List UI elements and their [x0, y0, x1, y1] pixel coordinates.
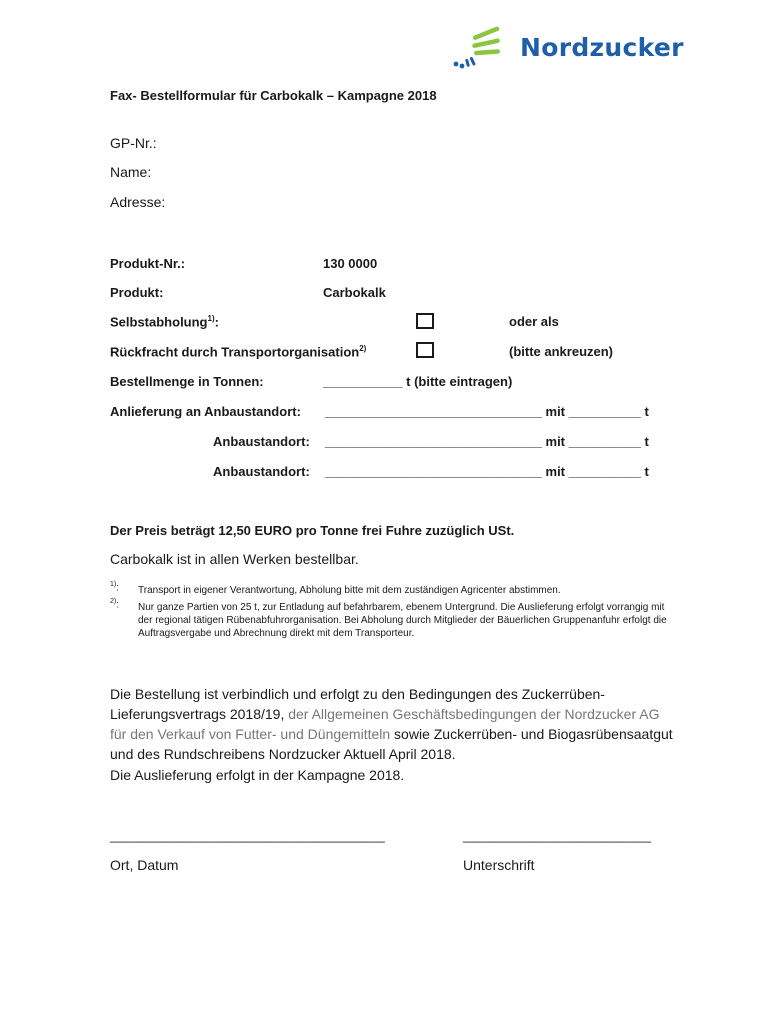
anbaustandort-label-3: Anbaustandort: [213, 464, 310, 479]
footnote-2-colon: : [116, 599, 120, 611]
rueckfracht-text: Rückfracht durch Transportorganisation [110, 344, 360, 360]
terms-paragraph [110, 684, 675, 764]
anbaustandort-input-line-2[interactable]: ______________________________ mit __________ t [325, 434, 649, 449]
selbstabholung-footnote-mark: 1) [207, 314, 215, 323]
produkt-nr-label: Produkt-Nr.: [110, 256, 186, 271]
ort-datum-label: Ort, Datum [110, 857, 179, 873]
produkt-nr-value: 130 0000 [323, 256, 378, 271]
anbaustandort-input-line-1[interactable]: ______________________________ mit __________ t [325, 404, 649, 419]
unterschrift-label: Unterschrift [463, 857, 535, 873]
footnote-1-colon: : [116, 582, 120, 594]
price-text: Der Preis beträgt 12,50 EURO pro Tonne frei Fuhre zuzüglich USt. [110, 523, 515, 538]
produkt-label: Produkt: [110, 285, 164, 300]
nordzucker-logo [448, 26, 688, 72]
terms-part-1: Die Bestellung ist verbindlich und erfolgt zu den Bedingungen des Zuckerrüben-Lieferungsvertrags 2018/19, [110, 686, 605, 722]
ort-datum-line[interactable]: ______________________________________ [110, 828, 385, 843]
unterschrift-line[interactable]: __________________________ [463, 828, 651, 843]
footnote-2-sup: 2) [110, 598, 117, 605]
name-label: Name: [110, 164, 152, 180]
bitte-ankreuzen-text: (bitte ankreuzen) [509, 344, 614, 359]
bestellmenge-label: Bestellmenge in Tonnen: [110, 374, 264, 389]
selbstabholung-text: Selbstabholung [110, 314, 208, 330]
terms-agb-link[interactable]: der Allgemeinen Geschäftsbedingungen der Nordzucker AG für den Verkauf von Futter- und Düngemitteln [110, 706, 660, 742]
gp-nr-label: GP-Nr.: [110, 135, 157, 151]
delivery-note: Die Auslieferung erfolgt in der Kampagne 2018. [110, 767, 405, 783]
selbstabholung-colon: : [214, 314, 219, 330]
anbaustandort-input-line-3[interactable]: ______________________________ mit __________ t [325, 464, 649, 479]
rueckfracht-footnote-mark: 2) [359, 344, 367, 353]
form-title: Fax- Bestellformular für Carbokalk – Kampagne 2018 [110, 88, 437, 103]
produkt-value: Carbokalk [323, 285, 386, 300]
bestellmenge-input-line[interactable]: ___________ t (bitte eintragen) [323, 374, 513, 389]
oder-als-text: oder als [509, 314, 559, 329]
logo-mark-icon [448, 26, 510, 72]
rueckfracht-checkbox[interactable] [416, 342, 434, 358]
terms-part-3: sowie Zuckerrüben- und Biogasrübensaatgut und des Rundschreibens Nordzucker Aktuell April 2018. [110, 726, 673, 762]
adresse-label: Adresse: [110, 194, 166, 210]
anbaustandort-label-2: Anbaustandort: [213, 434, 310, 449]
footnote-1-sup: 1) [110, 581, 117, 588]
selbstabholung-label [110, 314, 219, 329]
footnote-2-mark [110, 598, 119, 610]
footnote-1-mark [110, 581, 119, 593]
availability-text: Carbokalk ist in allen Werken bestellbar. [110, 551, 359, 567]
rueckfracht-label [110, 344, 366, 359]
footnote-1-text: Transport in eigener Verantwortung, Abholung bitte mit dem zuständigen Agricenter abstimmen. [138, 585, 561, 596]
selbstabholung-checkbox[interactable] [416, 313, 434, 329]
footnote-2-text: Nur ganze Partien von 25 t, zur Entladung auf befahrbarem, ebenem Untergrund. Die Auslieferung erfolgt vorrangig mit der regional tätigen Rübenabfuhrorganisation. Bei Abholung durch Mitglieder der Bäuerlichen Gruppenanfuhr erfolgt die Auftragsvergabe und Abrechnung direkt mit dem Transporteur. [138, 602, 667, 639]
anlieferung-label: Anlieferung an Anbaustandort: [110, 404, 301, 419]
logo-text: Nordzucker [520, 33, 684, 62]
